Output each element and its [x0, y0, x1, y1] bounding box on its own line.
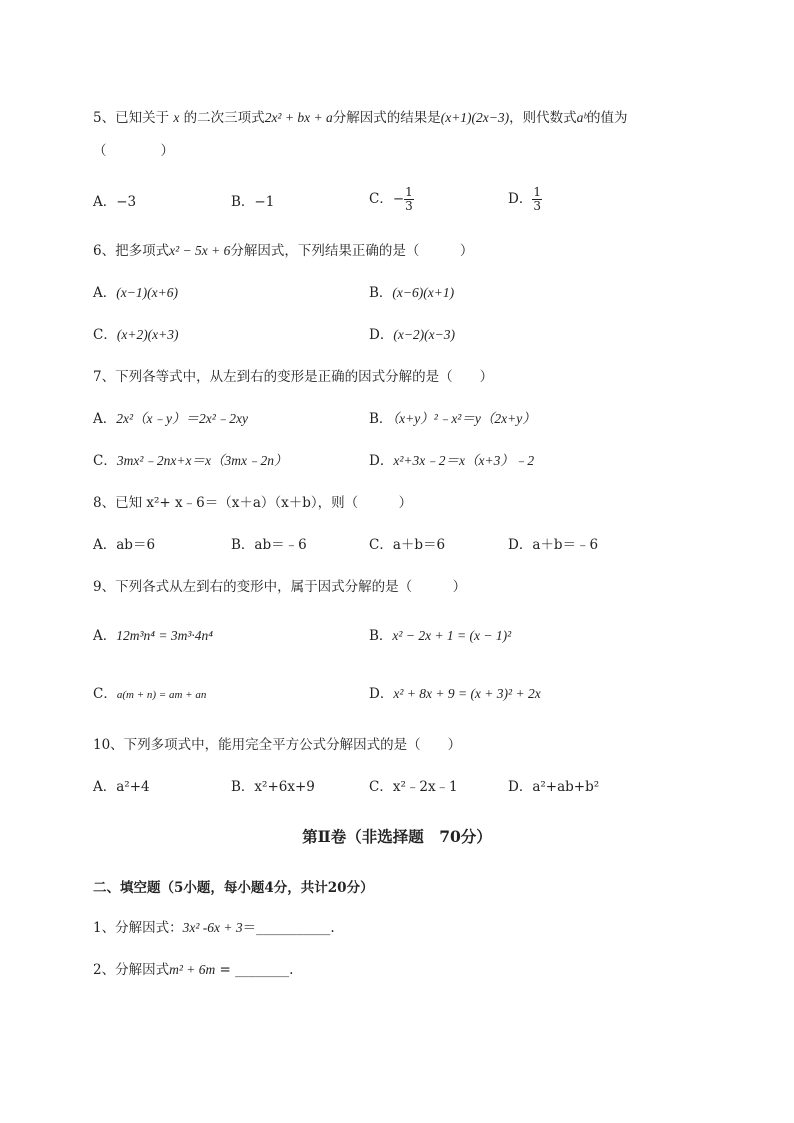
fraction-num: 1 [533, 185, 541, 199]
q6-expr: x² − 5x + 6 [169, 243, 231, 258]
q5-option-d-label: D． [508, 191, 533, 207]
q6-option-d [369, 325, 455, 345]
question-8-stem: 8、已知 x²+ x﹣6＝（x＋a）（x＋b），则（ ） [93, 495, 413, 511]
option-expr: （x+y）²﹣x²＝y（2x+y） [392, 411, 536, 426]
q6-text: 分解因式，下列结果正确的是（ ） [230, 243, 474, 259]
q5-option-c-label: C．− [369, 191, 405, 207]
q7-option-d [369, 451, 534, 471]
fill2-expr: m² + 6m [169, 962, 216, 977]
q5-expr: 2x² + bx + a [264, 110, 333, 125]
option-label: C． [93, 453, 117, 469]
q7-option-c [93, 451, 287, 471]
question-5-stem-line2: （ ） [93, 143, 174, 159]
option-label: A． [93, 628, 117, 644]
fraction-num: 1 [405, 185, 413, 199]
q9-option-d [369, 684, 541, 704]
option-expr: (x+2)(x+3) [116, 327, 179, 342]
fill2-blank: = ________. [215, 962, 294, 978]
option-label: B． [369, 411, 393, 427]
fill1-blank: ＝___________. [242, 920, 335, 936]
section2-heading: 二、填空题（5小题，每小题4分，共计20分） [93, 880, 374, 896]
question-5-stem [93, 108, 628, 128]
q10-option-c: C．x²﹣2x﹣1 [369, 779, 458, 795]
fill2-text: 2、分解因式 [93, 962, 170, 978]
option-label: B． [369, 285, 393, 301]
q9-option-c [93, 684, 206, 705]
option-expr: x² + 8x + 9 = (x + 3)² + 2x [393, 686, 541, 701]
q5-option-d [508, 186, 542, 213]
q8-option-b: B．ab＝﹣6 [231, 537, 307, 553]
q10-option-d: D．a²+ab+b² [508, 779, 600, 795]
option-label: D． [369, 686, 394, 702]
question-9-stem: 9、下列各式从左到右的变形中，属于因式分解的是（ ） [93, 579, 467, 595]
q8-option-c: C．a＋b＝6 [369, 537, 446, 553]
option-expr: (x−2)(x−3) [393, 327, 456, 342]
q5-text: ，则代数式 [509, 110, 577, 126]
option-expr: 2x²（x﹣y）＝2x²﹣2xy [116, 411, 249, 426]
q5-option-a: A．−3 [93, 194, 137, 210]
q10-option-b: B．x²+6x+9 [231, 779, 315, 795]
q5-text: 分解因式的结果是 [332, 110, 441, 126]
option-label: C． [93, 327, 117, 343]
fill-question-2 [93, 960, 293, 980]
q5-option-c [369, 186, 414, 213]
q6-option-b [369, 283, 454, 303]
question-6-stem [93, 241, 473, 261]
q5-var: x [173, 110, 180, 125]
fraction [404, 186, 414, 213]
option-label: A． [93, 411, 117, 427]
q7-option-b [369, 409, 536, 429]
option-expr: 3mx²﹣2nx+x＝x（3mx﹣2n） [116, 453, 288, 468]
q5-text: 的值为 [587, 110, 628, 126]
option-label: C． [93, 686, 117, 702]
q5-expr: (x+1)(2x−3) [440, 110, 510, 125]
fraction [532, 186, 542, 213]
option-expr: (x−6)(x+1) [392, 285, 455, 300]
option-expr: 12m³n⁴ = 3m³·4n⁴ [116, 628, 213, 643]
fraction-den: 3 [405, 199, 413, 213]
option-expr: a(m + n) = am + an [116, 689, 207, 701]
q9-option-b [369, 626, 511, 646]
option-label: B． [369, 628, 393, 644]
question-10-stem: 10、下列多项式中，能用完全平方公式分解因式的是（ ） [93, 737, 462, 753]
q9-option-a [93, 626, 213, 646]
option-expr: x² − 2x + 1 = (x − 1)² [392, 628, 512, 643]
fill-question-1 [93, 918, 335, 938]
fill1-text: 1、分解因式： [93, 920, 183, 936]
q6-text: 6、把多项式 [93, 243, 170, 259]
q5-option-b: B．−1 [231, 194, 275, 210]
q8-option-d: D．a＋b＝﹣6 [508, 537, 599, 553]
q6-option-c [93, 325, 179, 345]
q8-option-a: A．ab＝6 [93, 537, 156, 553]
q6-option-a [93, 283, 178, 303]
q10-option-a: A．a²+4 [93, 779, 150, 795]
option-label: A． [93, 285, 117, 301]
q5-expr: aᵇ [576, 110, 588, 125]
fill1-expr: 3x² -6x + 3 [182, 920, 243, 935]
q7-option-a [93, 409, 248, 429]
option-expr: x²+3x﹣2＝x（x+3）﹣2 [393, 453, 535, 468]
option-label: D． [369, 453, 394, 469]
question-7-stem: 7、下列各等式中，从左到右的变形是正确的因式分解的是（ ） [93, 369, 494, 385]
option-label: D． [369, 327, 394, 343]
q5-text: 5、已知关于 [93, 110, 174, 126]
part2-title: 第Ⅱ卷（非选择题 70分） [302, 827, 492, 846]
fraction-den: 3 [533, 199, 541, 213]
option-expr: (x−1)(x+6) [116, 285, 178, 300]
q5-text: 的二次三项式 [179, 110, 265, 126]
